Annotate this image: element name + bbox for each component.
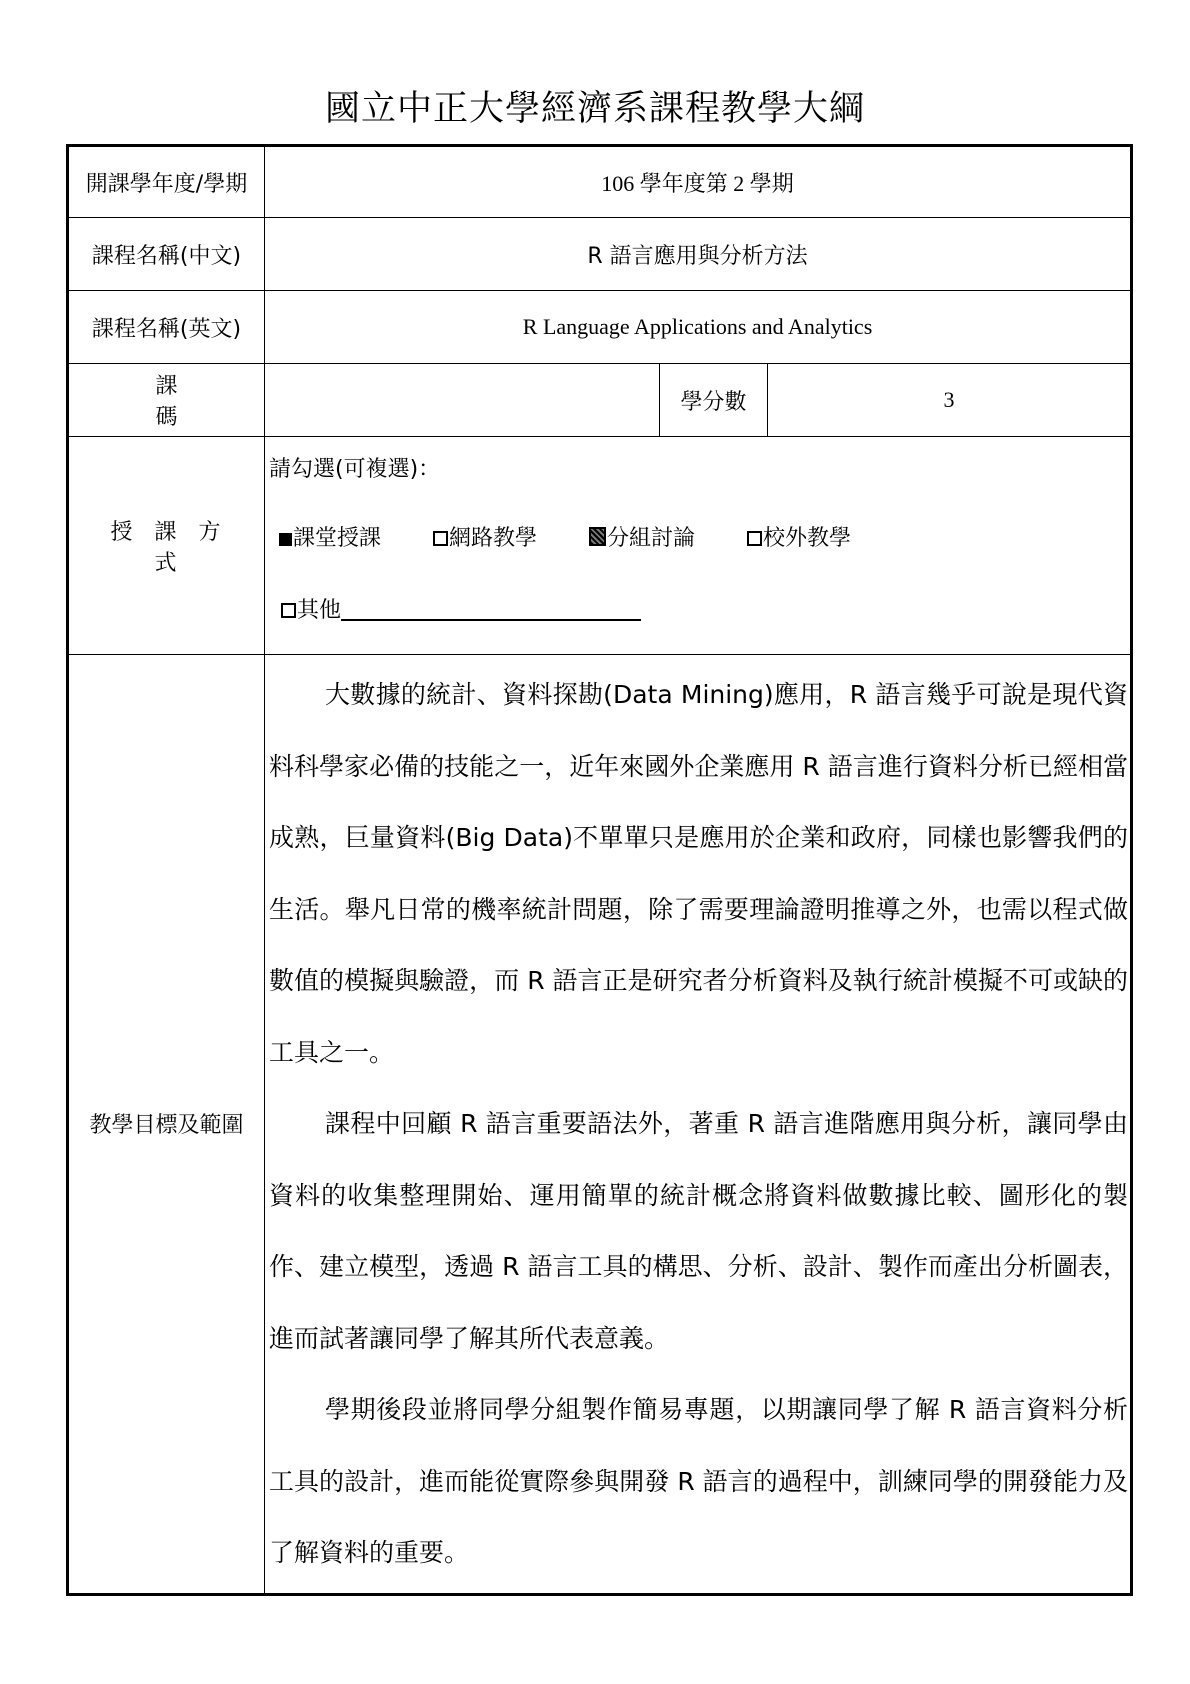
row-semester: [68, 146, 1132, 218]
credit-value: 3: [768, 364, 1132, 437]
course-name-zh-label: 課程名稱(中文): [68, 218, 265, 291]
other-blank-field[interactable]: [341, 597, 641, 621]
shaded-box-icon[interactable]: [589, 527, 606, 546]
goal-paragraph-2: 課程中回顧 R 語言重要語法外，著重 R 語言進階應用與分析，讓同學由資料的收集整理開始、運用簡單的統計概念將資料做數據比較、圖形化的製作、建立模型，透過 R 語言工具的構思、分析、設計、製作而產出分析圖表，進而試著讓同學了解其所代表意義。: [269, 1109, 1129, 1353]
semester-label: 開課學年度/學期: [68, 146, 265, 218]
unchecked-box-icon[interactable]: [433, 531, 448, 546]
method-other-line: [269, 575, 1130, 647]
row-course-name-en: [68, 291, 1132, 364]
option-online[interactable]: [433, 503, 537, 575]
teaching-method-label: 授課方式: [68, 437, 265, 655]
semester-value: 106 學年度第 2 學期: [265, 146, 1132, 218]
unchecked-box-icon[interactable]: [747, 531, 762, 546]
teaching-method-options: [265, 437, 1132, 655]
method-options-line: [269, 503, 1130, 575]
course-name-en-value: R Language Applications and Analytics: [265, 291, 1132, 364]
document-title: 國立中正大學經濟系課程教學大綱: [324, 89, 865, 129]
row-teaching-goals: [68, 655, 1132, 1595]
option-label: 課堂授課: [293, 526, 382, 551]
course-code-label: 課 碼: [68, 364, 265, 437]
unchecked-box-icon[interactable]: [281, 603, 296, 618]
row-course-code: [68, 364, 1132, 437]
option-offcampus[interactable]: [747, 503, 851, 575]
method-prompt: 請勾選(可複選)：: [269, 457, 441, 482]
option-label: 網路教學: [449, 526, 538, 551]
course-name-zh-value: R 語言應用與分析方法: [265, 218, 1132, 291]
row-teaching-method: [68, 437, 1132, 655]
syllabus-table: [66, 144, 1133, 1596]
option-classroom[interactable]: [279, 503, 381, 575]
teaching-goals-label: 教學目標及範圍: [68, 655, 265, 1595]
option-label: 分組討論: [607, 526, 696, 551]
course-name-en-label: 課程名稱(英文): [68, 291, 265, 364]
goal-paragraph-1: 大數據的統計、資料探勘(Data Mining)應用，R 語言幾乎可說是現代資料科學家必備的技能之一，近年來國外企業應用 R 語言進行資料分析已經相當成熟，巨量資料(Big Data)不單單只是應用於企業和政府，同樣也影響我們的生活。舉凡日常的機率統計問題，除了需要理論證明推導之外，也需以程式做數值的模擬與驗證，而 R 語言正是研究者分析資料及執行統計模擬不可或缺的工具之一。: [269, 680, 1129, 1067]
option-other-label: 其他: [297, 598, 342, 623]
teaching-goals-content: [265, 655, 1132, 1595]
goal-paragraph-3: 學期後段並將同學分組製作簡易專題，以期讓同學了解 R 語言資料分析工具的設計，進而能從實際參與開發 R 語言的過程中，訓練同學的開發能力及了解資料的重要。: [269, 1395, 1129, 1567]
option-label: 校外教學: [763, 526, 852, 551]
course-code-value: [265, 364, 660, 437]
option-group-discussion[interactable]: [589, 503, 695, 575]
row-course-name-zh: [68, 218, 1132, 291]
credit-label: 學分數: [660, 364, 768, 437]
checked-box-icon[interactable]: [279, 533, 292, 546]
